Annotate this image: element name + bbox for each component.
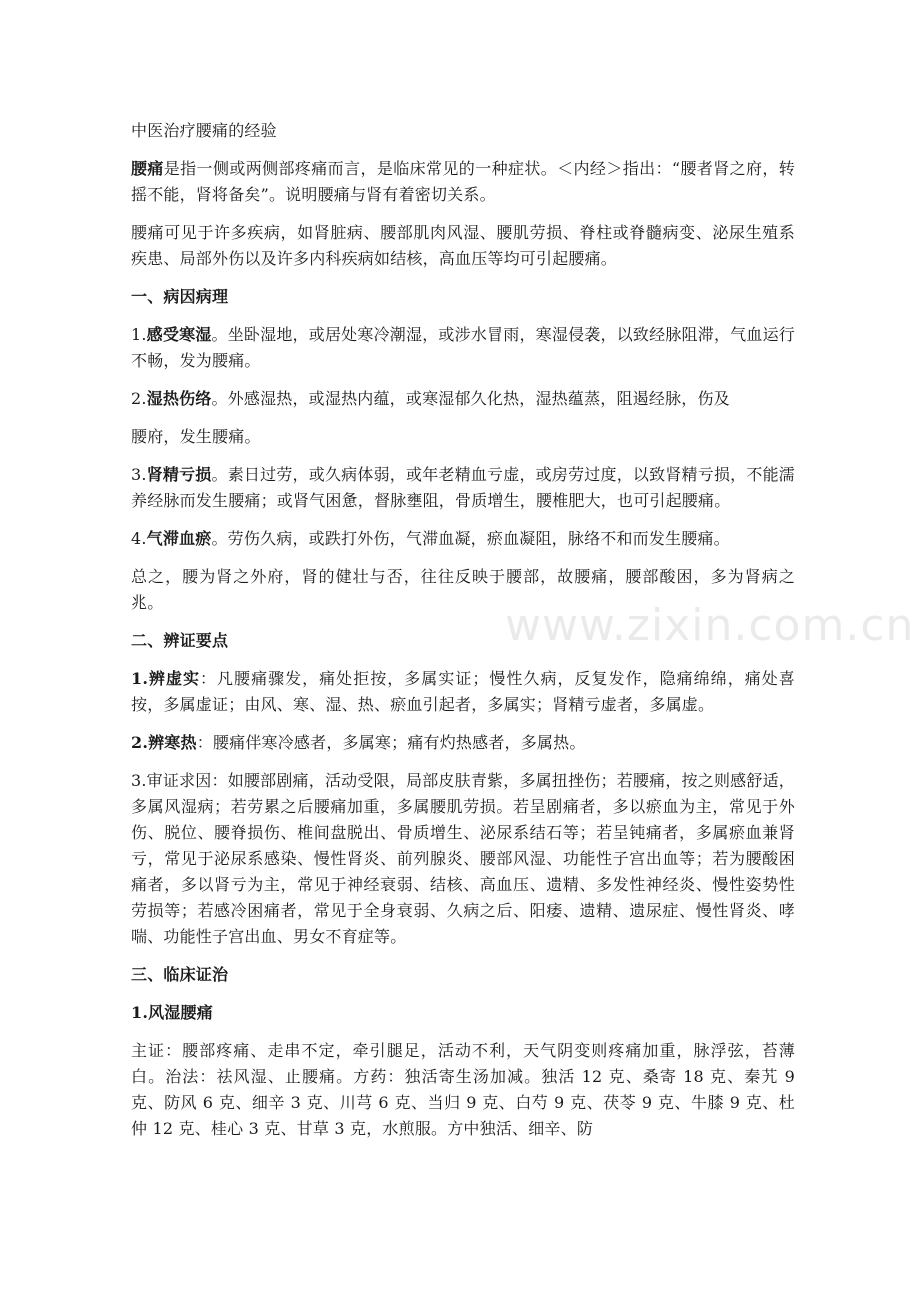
etiology-item-2 xyxy=(131,386,795,412)
subheading-wind-damp: 1.风湿腰痛 xyxy=(131,1003,213,1022)
section-heading-treatment: 三、临床证治 xyxy=(131,965,229,984)
diagnosis-item-3: 3.审证求因：如腰部剧痛，活动受限，局部皮肤青紫，多属扭挫伤；若腰痛，按之则感舒适，多属风湿病；若劳累之后腰痛加重，多属腰肌劳损。若呈剧痛者，多以瘀血为主，常见于外伤、脱位、腰脊损伤、椎间盘脱出、骨质增生、泌尿系结石等；若呈钝痛者，多属瘀血兼肾亏，常见于泌尿系感染、慢性肾炎、前列腺炎、腰部风湿、功能性子宫出血等；若为腰酸困痛者，多以肾亏为主，常见于神经衰弱、结核、高血压、遗精、多发性神经炎、慢性姿势性劳损等；若感冷困痛者，常见于全身衰弱、久病之后、阳痿、遗精、遗尿症、慢性肾炎、哮喘、功能性子宫出血、男女不育症等。 xyxy=(131,771,795,946)
item-text: ：腰痛伴寒冷感者，多属寒；痛有灼热感者，多属热。 xyxy=(196,733,586,752)
wind-damp-paragraph: 主证：腰部疼痛、走串不定，牵引腿足，活动不利，天气阴变则疼痛加重，脉浮弦，苔薄白。治法：祛风湿、止腰痛。方药：独活寄生汤加减。独活 12 克、桑寄 18 克、秦艽 9 克、防风 6 克、细辛 3 克、川芎 6 克、当归 9 克、白芍 9 克、茯苓 9 克、牛膝 9 克、杜仲 12 克、桂心 3 克、甘草 3 克，水煎服。方中独活、细辛、防 xyxy=(131,1041,795,1138)
diagnosis-item-1 xyxy=(131,666,795,718)
item-text: 。劳伤久病，或跌打外伤，气滞血凝，瘀血凝阻，脉络不和而发生腰痛。 xyxy=(211,529,730,548)
etiology-summary: 总之，腰为肾之外府，肾的健壮与否，往往反映于腰部，故腰痛，腰部酸困，多为肾病之兆。 xyxy=(131,567,795,612)
item-text: 。外感湿热，或湿热内蕴，或寒湿郁久化热，湿热蕴蒸，阻遏经脉，伤及 xyxy=(211,389,730,408)
diagnosis-item-2 xyxy=(131,730,795,756)
section-heading-diagnosis: 二、辨证要点 xyxy=(131,631,229,650)
item-term: 肾精亏损 xyxy=(146,465,212,484)
item-term: 2.辨寒热 xyxy=(131,733,197,752)
etiology-item-1 xyxy=(131,322,795,374)
item-term: 湿热伤络 xyxy=(146,389,212,408)
item-number: 3. xyxy=(131,465,147,484)
intro-term: 腰痛 xyxy=(131,159,164,178)
watermark: www.zixin.com.cn xyxy=(505,600,915,651)
etiology-item-2-continuation: 腰府，发生腰痛。 xyxy=(131,427,261,446)
item-number: 2. xyxy=(131,389,147,408)
intro-paragraph-2: 腰痛可见于许多疾病，如肾脏病、腰部肌肉风湿、腰肌劳损、脊柱或脊髓病变、泌尿生殖系疾患、局部外伤以及许多内科疾病如结核，高血压等均可引起腰痛。 xyxy=(131,223,795,268)
item-term: 气滞血瘀 xyxy=(146,529,212,548)
document-title: 中医治疗腰痛的经验 xyxy=(131,121,277,140)
item-text: 。坐卧湿地，或居处寒冷潮湿，或涉水冒雨，寒湿侵袭，以致经脉阻滞，气血运行不畅，发为腰痛。 xyxy=(131,325,795,370)
item-term: 1.辨虚实 xyxy=(131,669,200,688)
intro-paragraph xyxy=(131,156,795,208)
intro-text: 是指一侧或两侧部疼痛而言，是临床常见的一种症状。＜内经＞指出：“腰者肾之府，转摇不能，肾将备矣”。说明腰痛与肾有着密切关系。 xyxy=(131,159,795,204)
item-text: 。素日过劳，或久病体弱，或年老精血亏虚，或房劳过度，以致肾精亏损，不能濡养经脉而发生腰痛；或肾气困惫，督脉壅阻，骨质增生，腰椎肥大，也可引起腰痛。 xyxy=(131,465,795,510)
document-page xyxy=(131,118,795,1154)
item-term: 感受寒湿 xyxy=(146,325,212,344)
etiology-item-4 xyxy=(131,526,795,552)
item-number: 1. xyxy=(131,325,147,344)
section-heading-etiology: 一、病因病理 xyxy=(131,287,229,306)
item-number: 4. xyxy=(131,529,147,548)
item-text: ：凡腰痛骤发，痛处拒按，多属实证；慢性久病，反复发作，隐痛绵绵，痛处喜按，多属虚证；由风、寒、湿、热、瘀血引起者，多属实；肾精亏虚者，多属虚。 xyxy=(131,669,795,714)
etiology-item-3 xyxy=(131,462,795,514)
